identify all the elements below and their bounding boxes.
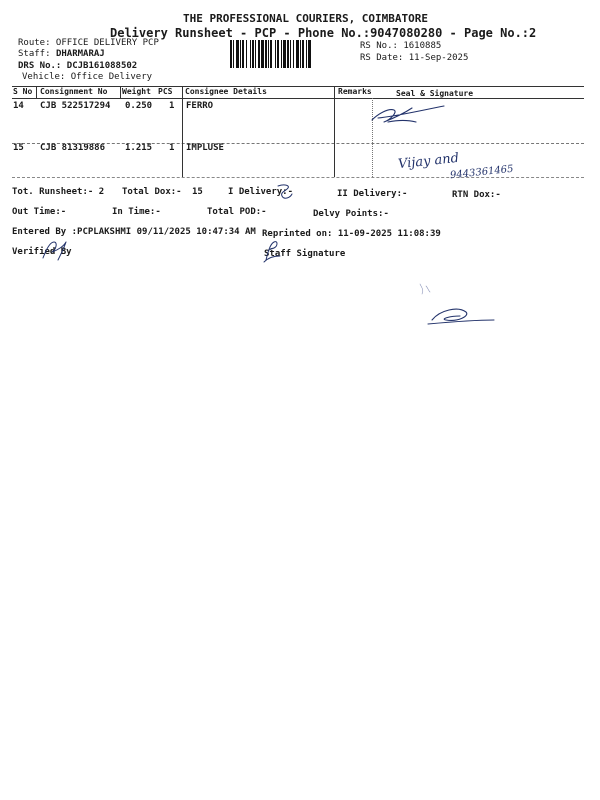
barcode-bar xyxy=(308,40,311,68)
col-sep xyxy=(182,86,183,177)
reprinted-on: Reprinted on: 11-09-2025 11:08:39 xyxy=(262,229,441,239)
barcode-bar xyxy=(287,40,289,68)
barcode-bar xyxy=(252,40,254,68)
row-15-weight: 1.215 xyxy=(125,143,153,153)
header-consignment: Consignment No xyxy=(40,87,108,96)
barcode-bar xyxy=(258,40,260,68)
stray-ink-marks xyxy=(410,280,500,330)
tot-runsheet: Tot. Runsheet:- 2 xyxy=(12,187,105,197)
barcode-bar xyxy=(230,40,232,68)
total-dox-label: Total Dox:- xyxy=(122,187,182,197)
barcode xyxy=(230,40,355,68)
barcode-bar xyxy=(246,40,247,68)
ii-delivery: II Delivery:- xyxy=(337,189,408,199)
row-15-pcs: 1 xyxy=(169,143,175,153)
company-name: THE PROFESSIONAL COURIERS, COIMBATORE xyxy=(183,12,429,25)
total-dox-value: 15 xyxy=(192,187,203,197)
col-sep xyxy=(334,86,335,177)
staff-name: DHARMARAJ xyxy=(55,49,105,59)
drs-number: DCJB161088502 xyxy=(66,61,138,71)
row-15-note-line2: 9443361465 xyxy=(449,163,515,182)
table-header-border xyxy=(12,98,584,99)
barcode-bar xyxy=(265,40,267,68)
header-consignee: Consignee Details xyxy=(185,87,267,96)
rs-number: RS No.: 1610885 xyxy=(360,41,442,51)
staff-label: Staff: xyxy=(18,49,51,59)
row-15-consignment: CJB 81319886 xyxy=(40,143,106,153)
entered-by: Entered By :PCPLAKSHMI 09/11/2025 10:47:34 AM xyxy=(12,227,256,237)
col-sep xyxy=(36,86,37,98)
in-time: In Time:- xyxy=(112,207,161,217)
barcode-bar xyxy=(268,40,269,68)
rtn-dox: RTN Dox:- xyxy=(452,190,501,200)
rs-date: RS Date: 11-Sep-2025 xyxy=(360,53,469,63)
row-14-consignment: CJB 522517294 xyxy=(40,101,111,111)
row-15-sno: 15 xyxy=(13,143,24,153)
barcode-bar xyxy=(283,40,286,68)
table-bottom-border xyxy=(12,177,584,178)
header-pcs: PCS xyxy=(158,87,173,96)
col-sep xyxy=(120,86,121,98)
drs-label: DRS No.: xyxy=(18,61,62,71)
out-time: Out Time:- xyxy=(12,207,67,217)
row-14-sno: 14 xyxy=(13,101,24,111)
barcode-bar xyxy=(255,40,256,68)
barcode-bar xyxy=(293,40,294,68)
barcode-bar xyxy=(261,40,264,68)
i-delivery-signature xyxy=(274,182,296,202)
barcode-bar xyxy=(277,40,279,68)
barcode-bar xyxy=(290,40,291,68)
barcode-bar xyxy=(302,40,304,68)
verified-by: Verified By xyxy=(12,247,72,257)
barcode-bar xyxy=(306,40,307,68)
staff-signature: Staff Signature xyxy=(264,249,346,259)
vehicle-text: Vehicle: Office Delivery xyxy=(22,72,153,82)
row-14-weight: 0.250 xyxy=(125,101,153,111)
header-sno: S No xyxy=(13,87,33,96)
staff-signature-ink xyxy=(260,238,284,264)
row-15-consignee: IMPLUSE xyxy=(186,143,224,153)
row-14-pcs: 1 xyxy=(169,101,175,111)
total-pod: Total POD:- xyxy=(207,207,267,217)
header-weight: Weight xyxy=(122,87,151,96)
verified-by-signature xyxy=(40,238,70,262)
runsheet-title: Delivery Runsheet - PCP - Phone No.:9047080280 - Page No.:2 xyxy=(110,26,537,40)
barcode-bar xyxy=(250,40,251,68)
header-seal: Seal & Signature xyxy=(396,89,474,98)
signature-row-14 xyxy=(368,100,448,128)
barcode-bar xyxy=(296,40,299,68)
barcode-bar xyxy=(270,40,272,68)
row-15-note-line1: Vijay and xyxy=(397,150,460,173)
barcode-bar xyxy=(300,40,301,68)
barcode-bar xyxy=(281,40,282,68)
barcode-bar xyxy=(240,40,241,68)
staff-line xyxy=(18,49,105,59)
drs-line xyxy=(18,61,137,71)
row-14-consignee: FERRO xyxy=(186,101,214,111)
header-remarks: Remarks xyxy=(338,87,372,96)
route-text: Route: OFFICE DELIVERY PCP xyxy=(18,38,159,48)
delvy-points: Delvy Points:- xyxy=(313,209,389,219)
barcode-bar xyxy=(236,40,239,68)
barcode-bar xyxy=(242,40,244,68)
i-delivery: I Delivery:- xyxy=(228,187,294,197)
barcode-bar xyxy=(233,40,234,68)
barcode-bar xyxy=(275,40,276,68)
